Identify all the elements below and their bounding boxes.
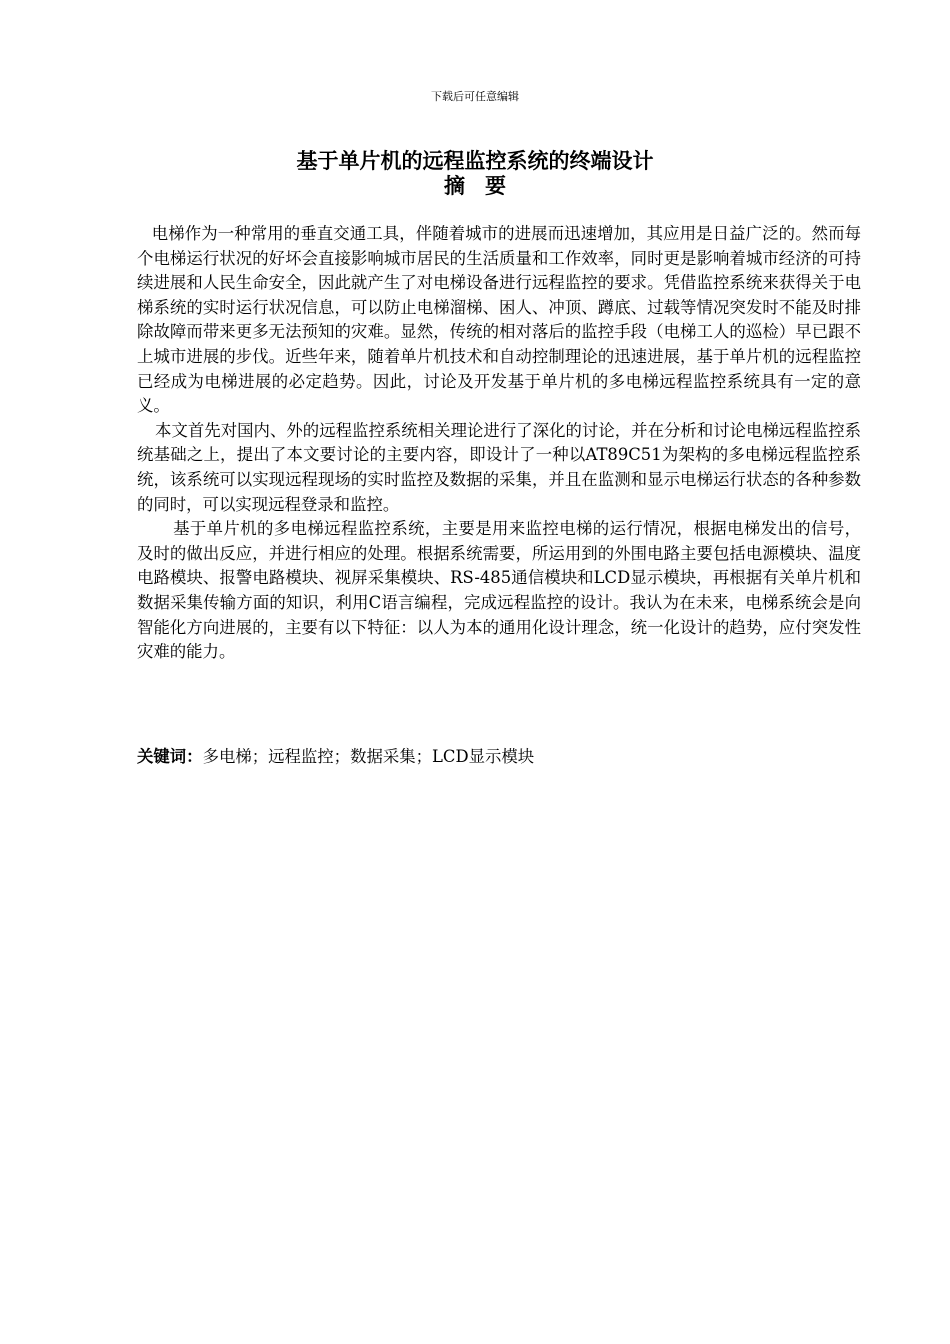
keywords-line xyxy=(137,745,861,769)
keywords-value: 多电梯；远程监控；数据采集；LCD显示模块 xyxy=(202,747,535,766)
abstract-body xyxy=(137,222,861,665)
abstract-heading: 摘要 xyxy=(444,173,526,198)
title-block xyxy=(0,148,950,198)
document-title: 基于单片机的远程监控系统的终端设计 xyxy=(296,148,654,173)
abstract-paragraph-1: 电梯作为一种常用的垂直交通工具，伴随着城市的进展而迅速增加，其应用是日益广泛的。然而每个电梯运行状况的好坏会直接影响城市居民的生活质量和工作效率，同时更是影响着城市经济的可持续进展和人民生命安全，因此就产生了对电梯设备进行远程监控的要求。凭借监控系统来获得关于电梯系统的实时运行状况信息，可以防止电梯溜梯、困人、冲顶、蹲底、过载等情况突发时不能及时排除故障而带来更多无法预知的灾难。显然，传统的相对落后的监控手段（电梯工人的巡检）早已跟不上城市进展的步伐。近些年来，随着单片机技术和自动控制理论的迅速进展，基于单片机的远程监控已经成为电梯进展的必定趋势。因此，讨论及开发基于单片机的多电梯远程监控系统具有一定的意义。 xyxy=(137,224,861,416)
header-note: 下载后可任意编辑 xyxy=(431,90,519,103)
keywords-label: 关键词： xyxy=(137,747,203,766)
abstract-paragraph-3: 基于单片机的多电梯远程监控系统，主要是用来监控电梯的运行情况，根据电梯发出的信号，及时的做出反应，并进行相应的处理。根据系统需要，所运用到的外围电路主要包括电源模块、温度电路模块、报警电路模块、视屏采集模块、RS-485通信模块和LCD显示模块，再根据有关单片机和数据采集传输方面的知识，利用C语言编程，完成远程监控的设计。我认为在未来，电梯系统会是向智能化方向进展的，主要有以下特征：以人为本的通用化设计理念，统一化设计的趋势，应付突发性灾难的能力。 xyxy=(137,519,861,662)
abstract-paragraph-2: 本文首先对国内、外的远程监控系统相关理论进行了深化的讨论，并在分析和讨论电梯远程监控系统基础之上，提出了本文要讨论的主要内容，即设计了一种以AT89C51为架构的多电梯远程监控系统，该系统可以实现远程现场的实时监控及数据的采集，并且在监测和显示电梯运行状态的各种参数的同时，可以实现远程登录和监控。 xyxy=(137,420,861,514)
